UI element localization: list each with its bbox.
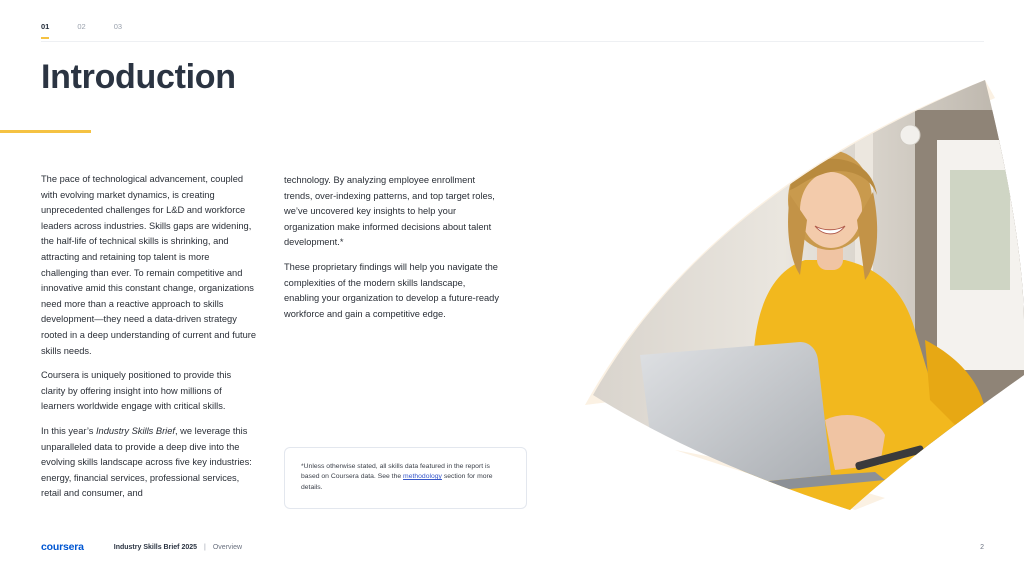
page-footer (41, 541, 984, 553)
tab-02[interactable]: 02 (77, 22, 86, 31)
middle-text-column (284, 173, 499, 331)
top-divider (41, 41, 984, 42)
tab-01[interactable]: 01 (41, 22, 49, 39)
hero-photo (585, 80, 1024, 510)
intro-paragraph-2: Coursera is uniquely positioned to provide this clarity by offering insight into how millions of learners worldwide engage with critical skills. (41, 370, 232, 412)
coursera-logo[interactable]: coursera (41, 541, 84, 553)
intro-paragraph-1: The pace of technological advancement, coupled with evolving market dynamics, is creating unprecedented challenges for L&D and workforce leaders across industries. Skills gaps are widening, the half-life of technical skills is shrinking, and attracting and retaining top talent is more challenging than ever. To remain competitive and innovative amid this constant change, organizations need more than a reactive approach to skills development—they need a data-driven strategy rooted in a deep understanding of current and future skills needs. (41, 174, 257, 356)
methodology-link[interactable]: methodology (403, 473, 442, 481)
section-tabs (41, 22, 122, 39)
left-text-column (41, 172, 256, 511)
intro-paragraph-3: In this year’s Industry Skills Brief, we leverage this unparalleled data to provide a deep dive into the evolving skills landscape across five key industries: energy, financial services, professional services, retail and consumer, and (41, 425, 252, 499)
intro-paragraph-4: technology. By analyzing employee enrollment trends, over-indexing patterns, and top target roles, we’ve uncovered key insights to help your organization make informed decisions about talent development.* (284, 175, 495, 248)
page-title: Introduction (41, 58, 236, 96)
page-number: 2 (980, 543, 984, 551)
section-name: Overview (212, 543, 243, 551)
footnote-box: *Unless otherwise stated, all skills data featured in the report is based on Coursera data. See the methodology section for more details. (284, 447, 527, 509)
report-name: Industry Skills Brief 2025 (113, 543, 198, 551)
intro-paragraph-5: These proprietary findings will help you navigate the complexities of the modern skills landscape, enabling your organization to develop a future-ready workforce and gain a competitive edge. (284, 261, 500, 319)
title-accent-line (0, 130, 91, 133)
tab-03[interactable]: 03 (113, 22, 123, 31)
footer-separator: | (204, 543, 206, 551)
woman-laptop-photo-illustration (585, 80, 1024, 510)
brief-title-italic: Industry Skills Brief (95, 425, 175, 436)
